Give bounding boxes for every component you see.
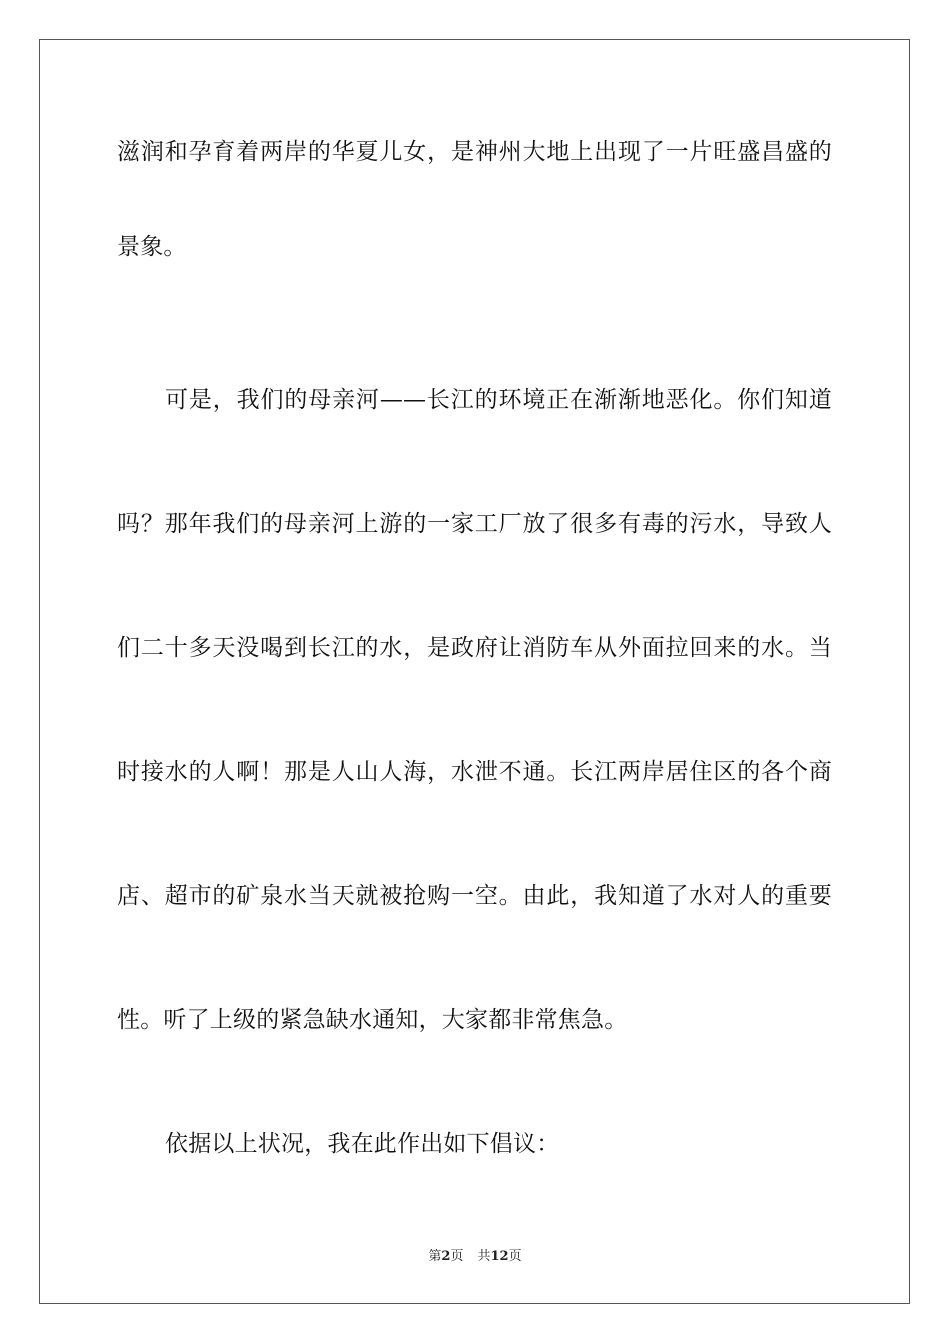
- body-line-6: 时接水的人啊！那是人山人海，水泄不通。长江两岸居住区的各个商: [117, 759, 832, 785]
- body-line-7: 店、超市的矿泉水当天就被抢购一空。由此，我知道了水对人的重要: [117, 883, 832, 909]
- footer-total-pages: 12: [490, 1249, 509, 1264]
- body-line-9: 依据以上状况，我在此作出如下倡议：: [165, 1131, 560, 1157]
- page-footer: [0, 1248, 950, 1266]
- body-line-2: 景象。: [117, 234, 187, 260]
- footer-total-suffix: 页: [508, 1249, 522, 1264]
- body-line-3: 可是，我们的母亲河——长江的环境正在渐渐地恶化。你们知道: [165, 387, 832, 413]
- body-line-8: 性。听了上级的紧急缺水通知，大家都非常焦急。: [117, 1007, 628, 1033]
- body-line-5: 们二十多天没喝到长江的水，是政府让消防车从外面拉回来的水。当: [117, 635, 832, 661]
- footer-total-prefix: 共: [477, 1249, 491, 1264]
- body-line-1: 滋润和孕育着两岸的华夏儿女，是神州大地上出现了一片旺盛昌盛的: [117, 139, 832, 165]
- body-line-4: 吗？那年我们的母亲河上游的一家工厂放了很多有毒的污水，导致人: [117, 511, 832, 537]
- footer-page-suffix: 页: [450, 1249, 464, 1264]
- footer-page-number: 2: [441, 1249, 451, 1264]
- footer-page-prefix: 第: [428, 1249, 442, 1264]
- page-frame: [39, 39, 910, 1304]
